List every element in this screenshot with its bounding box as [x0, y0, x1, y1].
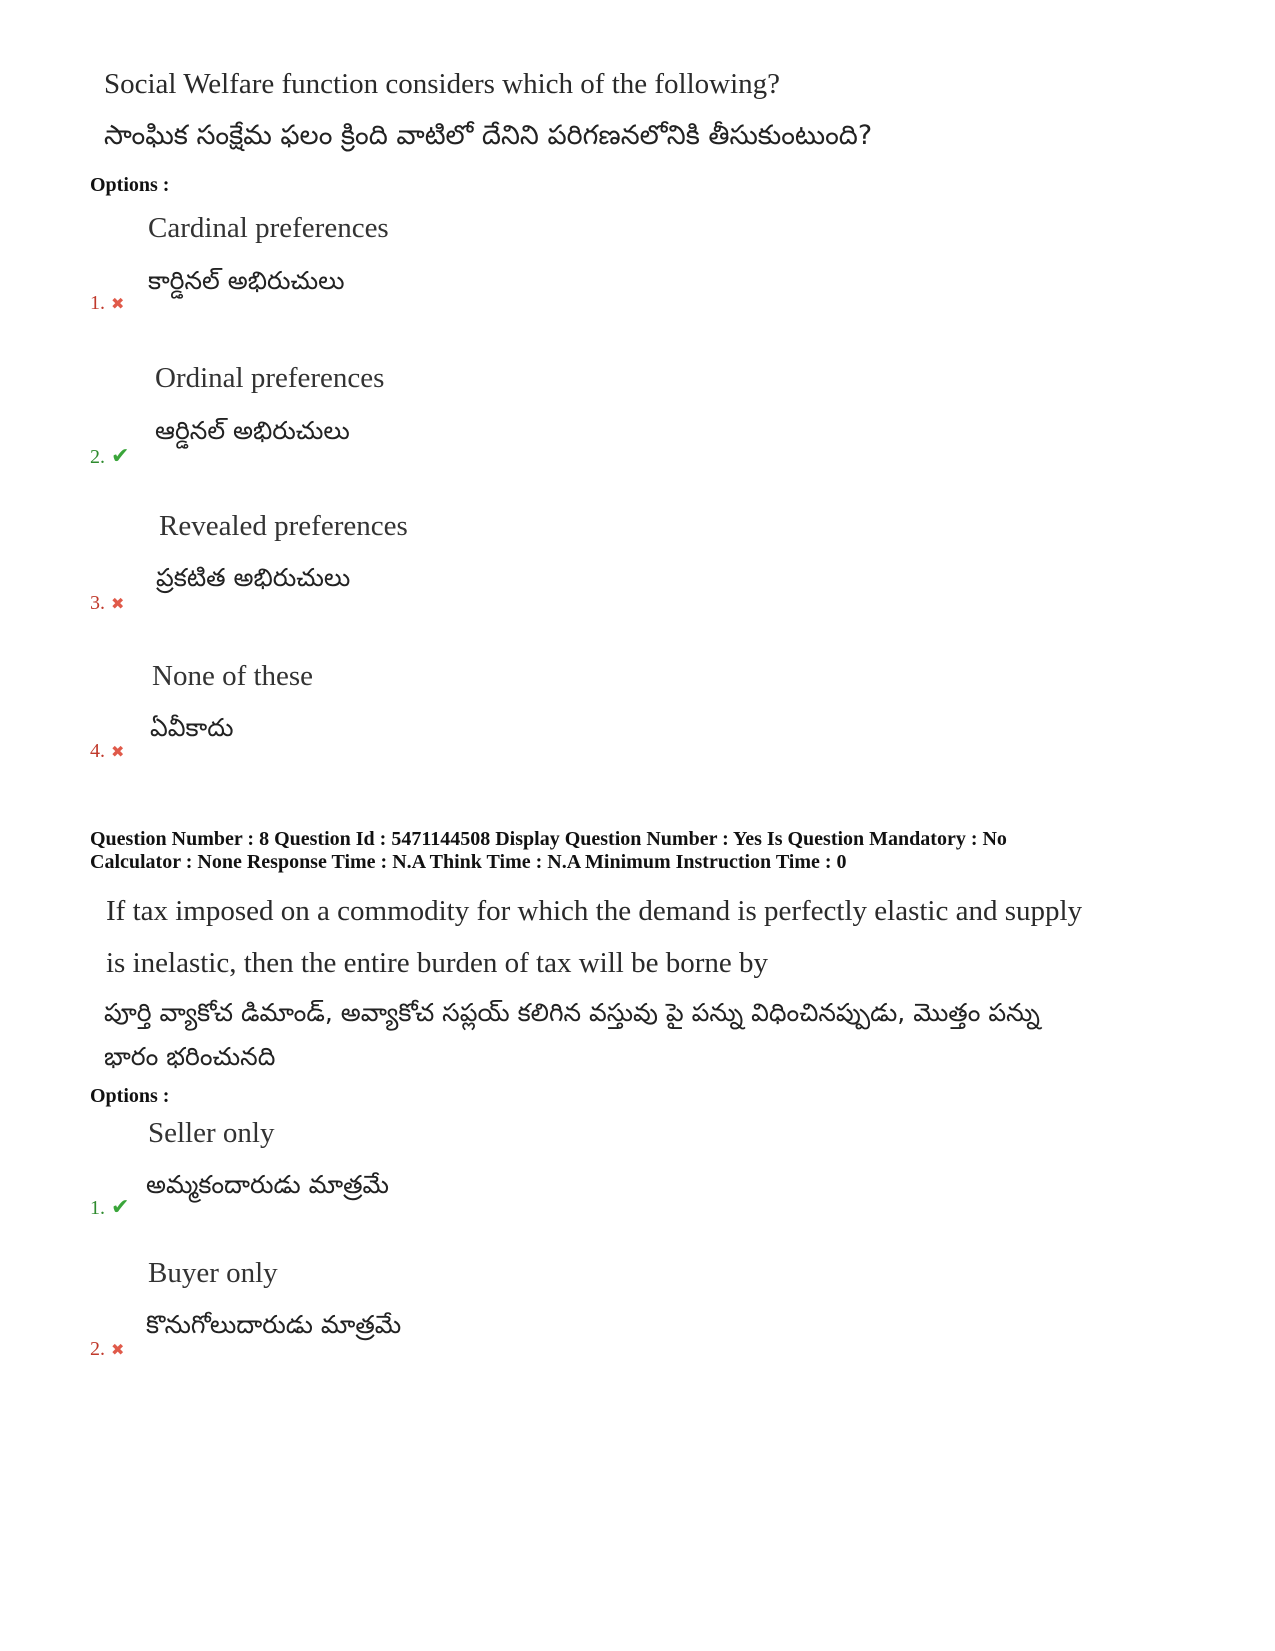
- option-number: [90, 592, 124, 615]
- question-meta-line2: Calculator : None Response Time : N.A Think Time : N.A Minimum Instruction Time : 0: [90, 851, 847, 873]
- option-text-en: Cardinal preferences: [148, 212, 389, 244]
- option-number-label: 4.: [90, 740, 105, 762]
- option-number-label: 2.: [90, 446, 105, 468]
- option-text-en: Seller only: [148, 1117, 275, 1149]
- options-label: Options :: [90, 174, 170, 196]
- question-text-te: పూర్తి వ్యాకోచ డిమాండ్, అవ్యాకోచ సప్లయ్ కలిగిన వస్తువు పై పన్ను విధించినప్పుడు, మొత్తం పన్ను: [104, 998, 1040, 1027]
- check-icon: ✔: [111, 1195, 130, 1220]
- question-text-en: Social Welfare function considers which of the following?: [104, 68, 781, 100]
- option-text-en: Revealed preferences: [159, 510, 408, 542]
- question-text-te: సాంఘిక సంక్షేమ ఫలం క్రింది వాటిలో దేనిని పరిగణనలోనికి తీసుకుంటుంది?: [104, 120, 873, 151]
- cross-icon: ✖: [111, 1340, 125, 1359]
- option-text-te: కొనుగోలుదారుడు మాత్రమే: [146, 1310, 402, 1339]
- option-text-te: కార్డినల్ అభిరుచులు: [148, 266, 345, 295]
- question-text-en: If tax imposed on a commodity for which the demand is perfectly elastic and supply: [106, 895, 1083, 927]
- option-number: [90, 740, 124, 763]
- option-text-te: ఆర్డినల్ అభిరుచులు: [155, 416, 350, 445]
- option-text-te: ప్రకటిత అభిరుచులు: [156, 563, 351, 592]
- option-number-label: 1.: [90, 1197, 105, 1219]
- option-text-en: Buyer only: [148, 1257, 278, 1289]
- option-number: [90, 444, 129, 469]
- option-number: [90, 1338, 124, 1361]
- option-number-label: 1.: [90, 292, 105, 314]
- check-icon: ✔: [111, 444, 130, 469]
- cross-icon: ✖: [111, 742, 125, 761]
- option-number: [90, 292, 124, 315]
- option-number: [90, 1195, 129, 1220]
- option-text-en: Ordinal preferences: [155, 362, 385, 394]
- option-text-te: అమ్మకందారుడు మాత్రమే: [146, 1170, 389, 1199]
- option-text-en: None of these: [152, 660, 314, 692]
- options-label: Options :: [90, 1085, 170, 1107]
- question-text-en: is inelastic, then the entire burden of tax will be borne by: [106, 947, 768, 979]
- option-number-label: 3.: [90, 592, 105, 614]
- cross-icon: ✖: [111, 294, 125, 313]
- option-number-label: 2.: [90, 1338, 105, 1360]
- question-text-te: భారం భరించునది: [104, 1042, 276, 1071]
- option-text-te: ఏవీకాదు: [150, 713, 234, 742]
- question-meta-line1: Question Number : 8 Question Id : 5471144508 Display Question Number : Yes Is Question Mandatory : No: [90, 828, 1007, 850]
- cross-icon: ✖: [111, 594, 125, 613]
